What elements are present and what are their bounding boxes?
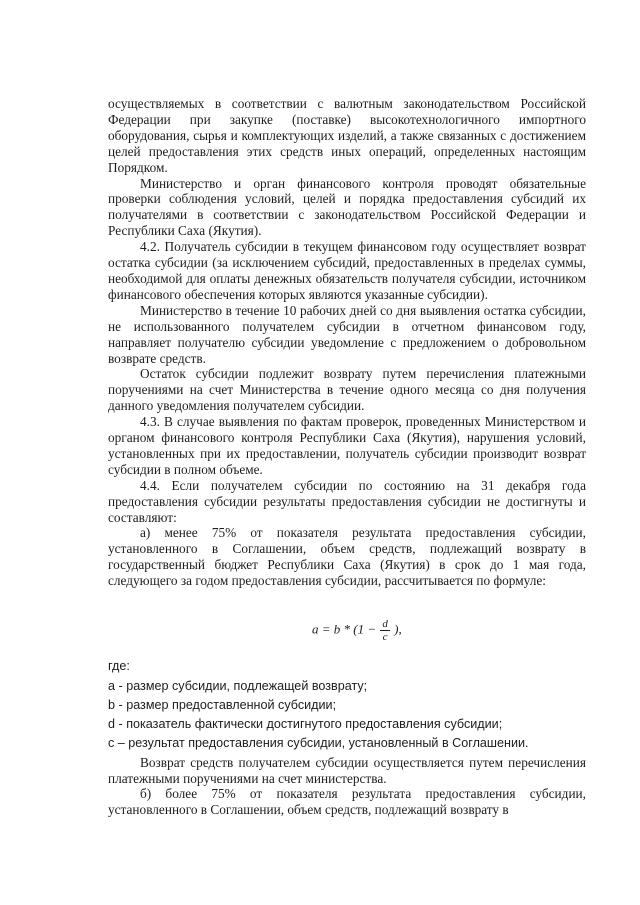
paragraph-refund-method: Возврат средств получателем субсидии осуществляется путем перечисления платежными поручениями на счет министерства. [108,754,586,786]
formula-lhs: a = b * (1 − [312,621,377,637]
definition-b: b - размер предоставленной субсидии; [108,697,337,712]
paragraph-4-2: 4.2. Получатель субсидии в текущем финансовом году осуществляет возврат остатка субсидии (за исключением субсидий, предоставленных в пределах суммы, необходимой для оплаты денежных обязательств получателя субсидии, источником финансового обеспечения которых являются указанные субсидии). [108,239,586,302]
formula-fraction [380,618,390,643]
paragraph-inspections: Министерство и орган финансового контроля проводят обязательные проверки соблюдения условий, целей и порядка предоставления субсидий их получателями в соответствии с законодательством Российской Федерации и Республики Саха (Якутия). [108,175,586,239]
paragraph-4-3: 4.3. В случае выявления по фактам проверок, проведенных Министерством и органом финансового контроля Республики Саха (Якутия), нарушения условий, установленных при их предоставлении, получатель субсидии производит возврат субсидии в полном объеме. [108,414,586,477]
where-label: где: [108,659,130,674]
refund-formula [108,601,586,649]
formula-numerator: d [382,618,388,631]
paragraph-remainder: Остаток субсидии подлежит возврату путем перечисления платежными поручениями на счет Министерства в течение одного месяца со дня получения данного уведомления получателем субсидии. [108,366,586,414]
definition-a: а - размер субсидии, подлежащей возврату; [108,679,368,693]
paragraph-item-b: б) более 75% от показателя результата предоставления субсидии, установленного в Соглашении, объем средств, подлежащий возврату в [108,786,586,818]
paragraph-item-a: а) менее 75% от показателя результата предоставления субсидии, установленного в Соглашении, объем средств, подлежащий возврату в государственный бюджет Республики Саха (Якутия) в срок до 1 мая года, следующего за годом предоставления субсидии, рассчитывается по формуле: [108,525,586,589]
formula-rhs: ), [394,621,402,637]
definition-c: c – результат предоставления субсидии, установленный в Соглашении. [108,735,529,750]
paragraph-4-4: 4.4. Если получателем субсидии по состоянию на 31 декабря года предоставления субсидии результаты предоставления субсидии не достигнуты и составляют: [108,477,586,525]
paragraph-continuation: осуществляемых в соответствии с валютным законодательством Российской Федерации при закупке (поставке) высокотехнологичного импортного оборудования, сырья и комплектующих изделий, а также связанных с достижением целей предоставления этих средств иных операций, определенных настоящим Порядком. [108,96,586,175]
formula-denominator: c [382,631,388,644]
document-body [108,96,586,818]
definition-d: d - показатель фактически достигнутого предоставления субсидии; [108,716,503,731]
paragraph-notice: Министерство в течение 10 рабочих дней со дня выявления остатка субсидии, не использованного получателем субсидии в отчетном финансовом году, направляет получателю субсидии уведомление с предложением о добровольном возврате средств. [108,302,586,366]
